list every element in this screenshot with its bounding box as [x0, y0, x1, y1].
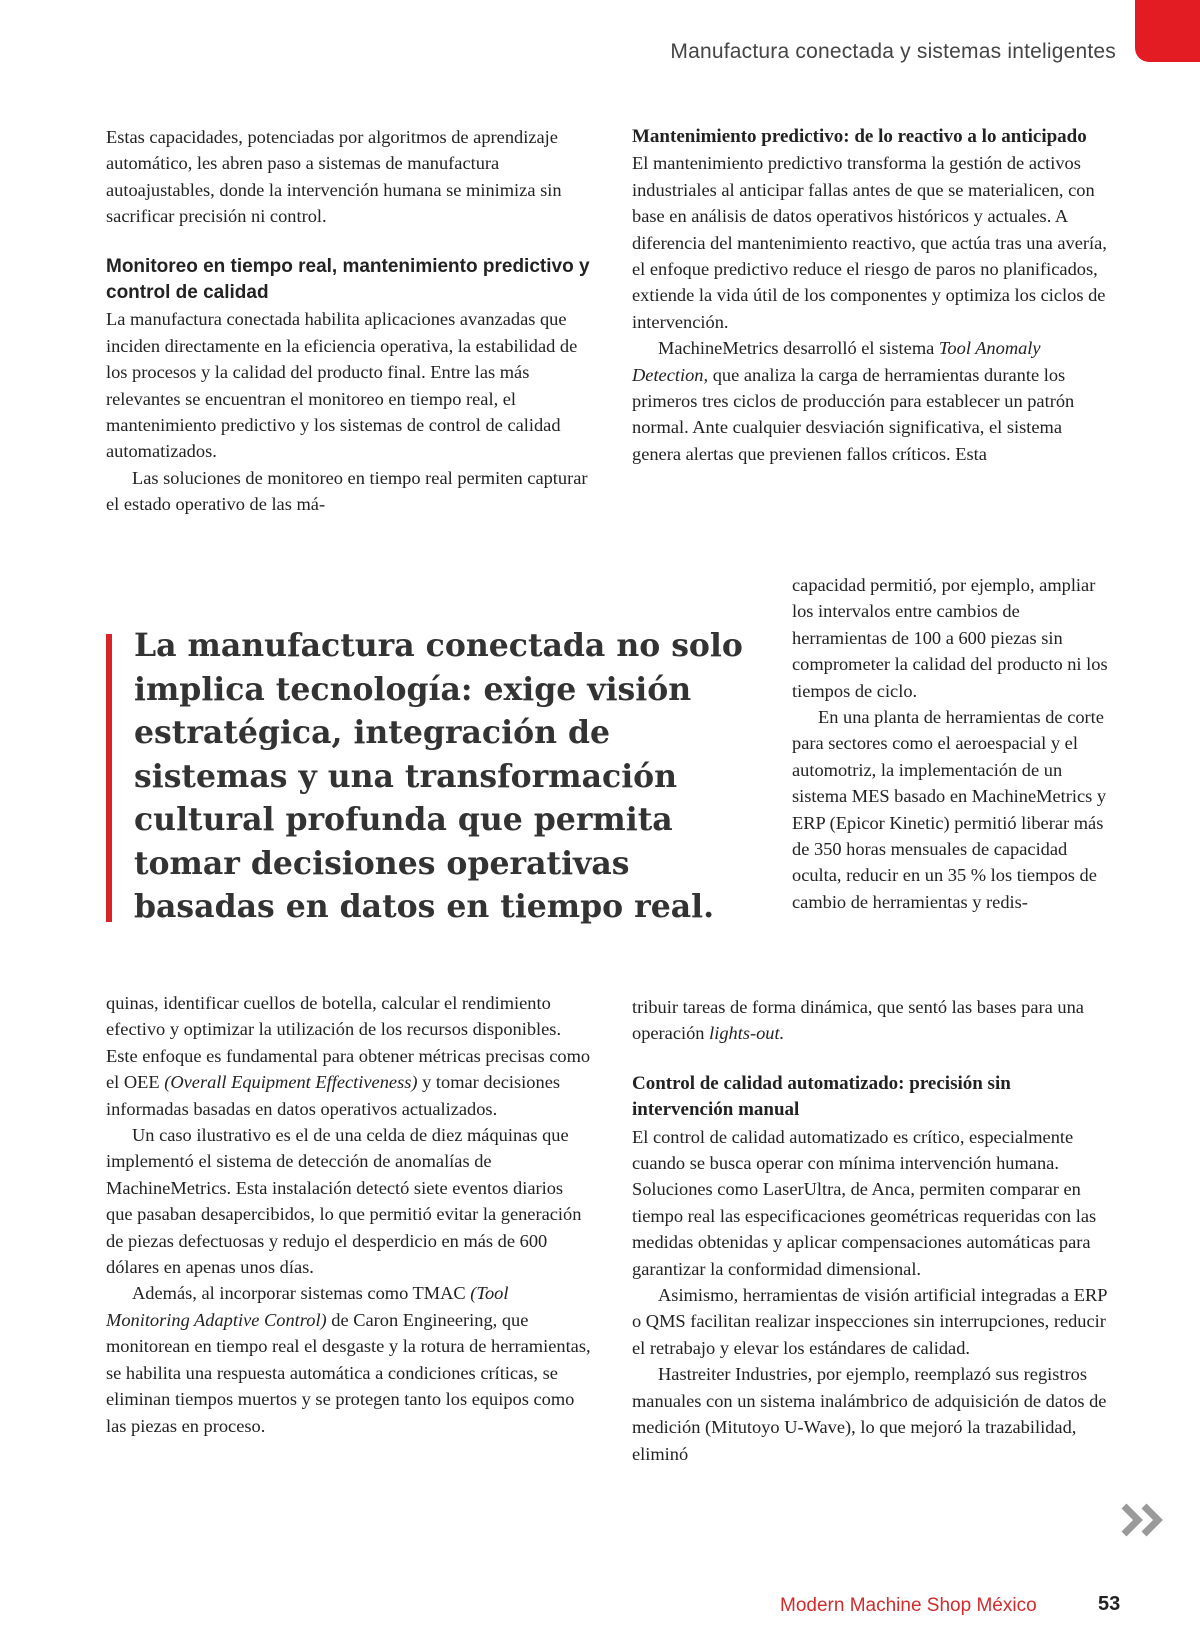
footer-magazine-name: Modern Machine Shop México	[780, 1595, 1037, 1616]
paragraph: quinas, identificar cuellos de botella, calcular el rendimiento efectivo y optimizar la utilización de los recursos disponibles. Este enfoque es fundamental para obtener métricas precisas como el OEE (Overall Equipment Effectiveness) y tomar decisiones informadas basadas en datos operativos actualizados.	[106, 993, 591, 1119]
paragraph: La manufactura conectada habilita aplicaciones avanzadas que inciden directamente en la eficiencia operativa, la estabilidad de los procesos y la calidad del producto final. Entre las más relevantes se encuentran el monitoreo en tiempo real, el mantenimiento predictivo y los sistemas de control de calidad automatizados.	[106, 309, 578, 462]
paragraph: El mantenimiento predictivo transforma la gestión de activos industriales al anticipar fallas antes de que se materialicen, con base en análisis de datos operativos históricos y actuales. A diferencia del mantenimiento reactivo, que actúa tras una avería, el enfoque predictivo reduce el riesgo de paros no planificados, extiende la vida útil de los componentes y optimiza los ciclos de intervención.	[632, 153, 1107, 332]
paragraph: Un caso ilustrativo es el de una celda de diez máquinas que implementó el sistema de detección de anomalías de MachineMetrics. Esta instalación detectó siete eventos diarios que pasaban desapercibidos, lo que permitió evitar la generación de piezas defectuosas y redujo el desperdicio en más de 600 dólares en apenas unos días.	[106, 1125, 582, 1278]
section-header: Manufactura conectada y sistemas inteligentes	[670, 40, 1116, 63]
paragraph: capacidad permitió, por ejemplo, ampliar los intervalos entre cambios de herramientas de 100 a 600 piezas sin comprometer la calidad del producto ni los tiempos de ciclo.	[792, 575, 1108, 701]
paragraph: El control de calidad automatizado es crítico, especialmente cuando se busca operar con mínima intervención humana. Soluciones como LaserUltra, de Anca, permiten comparar en tiempo real las especificaciones geométricas requeridas con las medidas obtenidas y aplicar compensaciones automáticas para garantizar la conformidad dimensional.	[632, 1126, 1097, 1279]
left-column-bottom	[106, 990, 592, 1439]
paragraph: En una planta de herramientas de corte para sectores como el aeroespacial y el automotriz, la implementación de un sistema MES basado en MachineMetrics y ERP (Epicor Kinetic) permitió liberar más de 350 horas mensuales de capacidad oculta, reducir en un 35 % los tiempos de cambio de herramientas y redis-	[792, 707, 1107, 912]
pullquote-bar	[106, 634, 112, 922]
right-column-narrow	[792, 572, 1112, 915]
right-column-bottom	[632, 994, 1110, 1467]
subheading-mantenimiento: Mantenimiento predictivo: de lo reactivo a lo anticipado	[632, 126, 1087, 147]
left-column-top	[106, 124, 592, 518]
corner-tab	[1135, 0, 1200, 62]
paragraph: Hastreiter Industries, por ejemplo, reemplazó sus registros manuales con un sistema inalámbrico de adquisición de datos de medición (Mitutoyo U-Wave), lo que mejoró la trazabilidad, eliminó	[632, 1364, 1107, 1464]
paragraph: Las soluciones de monitoreo en tiempo real permiten capturar el estado operativo de las má-	[106, 467, 588, 515]
intro-paragraph: Estas capacidades, potenciadas por algoritmos de aprendizaje automático, les abren paso a sistemas de manufactura autoajustables, donde la intervención humana se minimiza sin sacrificar precisión ni control.	[106, 127, 562, 227]
right-column-top	[632, 124, 1110, 467]
paragraph: tribuir tareas de forma dinámica, que sentó las bases para una operación lights-out.	[632, 997, 1084, 1044]
double-chevron-right-icon	[1120, 1500, 1168, 1540]
pullquote: La manufactura conectada no solo implica tecnología: exige visión estratégica, integración de sistemas y una transformación cultural profunda que permita tomar decisiones operativas basadas en datos en tiempo real.	[134, 627, 743, 925]
subheading-monitoreo: Monitoreo en tiempo real, mantenimiento predictivo y control de calidad	[106, 255, 590, 304]
paragraph: Asimismo, herramientas de visión artificial integradas a ERP o QMS facilitan realizar inspecciones sin interrupciones, reducir el retrabajo y elevar los estándares de calidad.	[632, 1285, 1107, 1358]
page-number: 53	[1098, 1593, 1121, 1615]
paragraph: MachineMetrics desarrolló el sistema Tool Anomaly Detection, que analiza la carga de herramientas durante los primeros tres ciclos de producción para establecer un patrón normal. Ante cualquier desviación significativa, el sistema genera alertas que previenen fallos críticos. Esta	[632, 338, 1075, 464]
subheading-control-calidad: Control de calidad automatizado: precisión sin intervención manual	[632, 1072, 1011, 1121]
paragraph: Además, al incorporar sistemas como TMAC (Tool Monitoring Adaptive Control) de Caron Engineering, que monitorean en tiempo real el desgaste y la rotura de herramientas, se habilita una respuesta automática a condiciones críticas, se eliminan tiempos muertos y se protegen tanto los equipos como las piezas en proceso.	[106, 1283, 591, 1436]
